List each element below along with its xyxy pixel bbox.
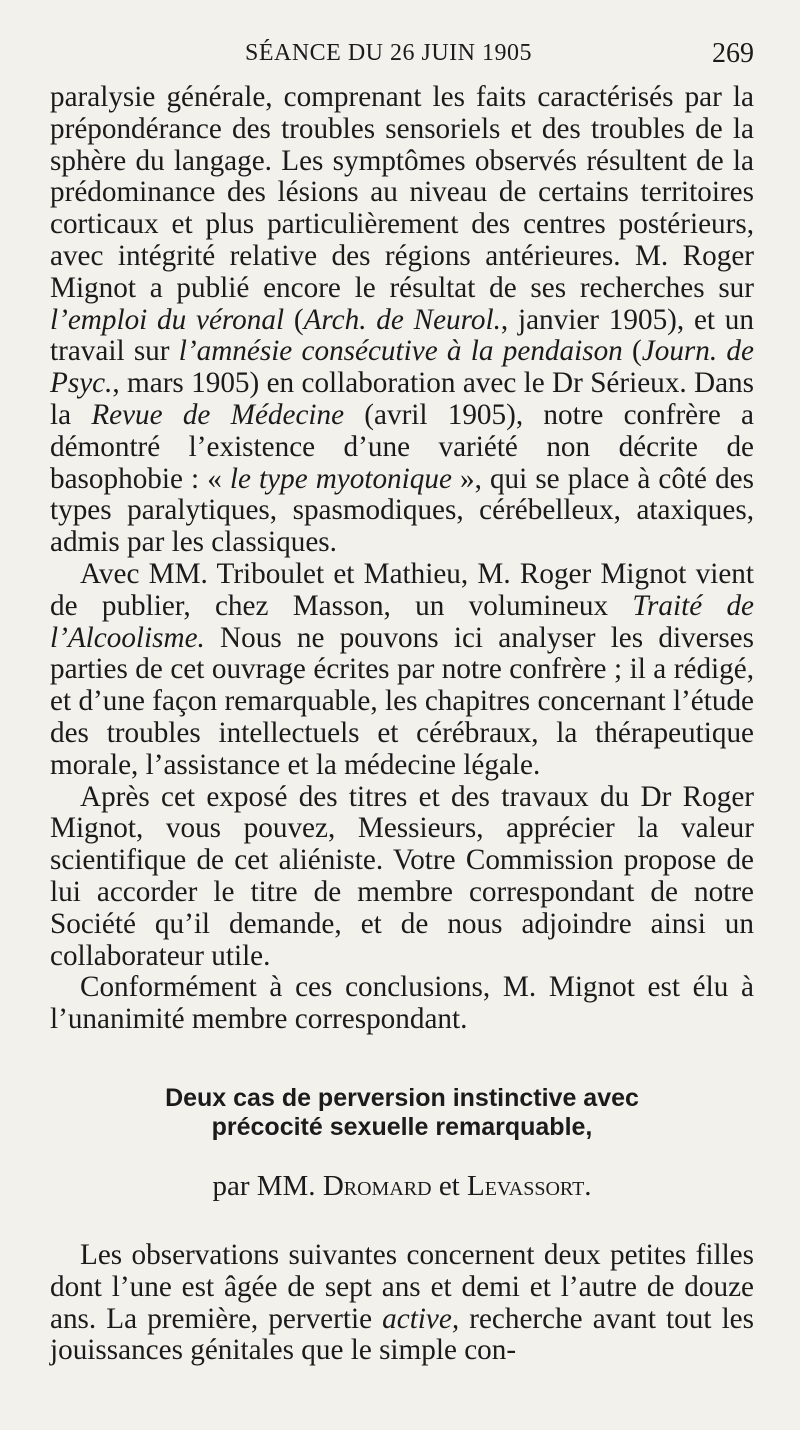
paragraph-1: [50, 82, 754, 559]
paragraph-1-italic-emploi-veronal: l’emploi du véronal: [50, 303, 285, 336]
paragraph-1-text-5: , mars 1905) en collaboration avec le Dr Sérieux. Dans la: [50, 367, 754, 431]
paragraph-2: [50, 559, 754, 782]
paragraph-1-italic-arch-neurol: Arch. de Neurol.: [303, 303, 501, 336]
paragraph-1-italic-type-myotonique: le type myotonique: [229, 462, 452, 495]
running-title: SÉANCE DU 26 JUIN 1905: [245, 40, 532, 66]
paragraph-2-italic-traite: Traité de l’Alcoolisme.: [50, 589, 755, 654]
paragraph-3: Après cet exposé des titres et des travaux du Dr Roger Mignot, vous pouvez, Messieurs, apprécier la valeur scientifique de cet aliéniste. Votre Commission propose de lui accorder le titre de membre correspondant de notre Société qu’il demande, et de nous adjoindre ainsi un collaborateur utile.: [50, 780, 754, 972]
paragraph-1-text-4: (: [622, 335, 642, 368]
authors-conjunction: et: [431, 1169, 467, 1202]
paragraph-1-italic-amnesie: l’amnésie consécutive à la pendaison: [178, 335, 623, 368]
author-dromard: Dromard: [322, 1169, 432, 1202]
section-spacer: [50, 1202, 754, 1240]
page-number: 269: [712, 38, 754, 69]
paragraph-1-italic-journ-psyc: Journ. de Psyc.: [50, 335, 754, 400]
paragraph-1-text-end: », qui se place à côté des types paralytiques, spasmodiques, cérébelleux, ataxiques, admis par les classiques.: [50, 462, 754, 559]
section-title-line-1: Deux cas de perversion instinctive avec: [165, 1083, 639, 1112]
paragraph-1-text-2: (: [284, 303, 304, 336]
paragraph-5-italic-active: active,: [382, 1302, 460, 1335]
author-levassort: Levassort.: [467, 1169, 592, 1202]
paragraph-1-text-3: , janvier 1905), et un travail sur: [50, 303, 754, 368]
paragraph-1-text: paralysie générale, comprenant les faits caractérisés par la prépondérance des troubles sensoriels et des troubles de la sphère du langage. Les symptômes observés résultent de la prédominance des lésions au niveau de certains territoires corticaux et plus particulièrement des centres postérieurs, avec intégrité relative des régions antérieures. M. Roger Mignot a publié encore le résultat de ses recherches sur: [50, 81, 754, 304]
paragraph-5: [50, 1240, 754, 1367]
authors-line: [50, 1170, 754, 1202]
paragraph-1-text-6: (avril 1905), notre confrère a démontré l’existence d’une variété non décrite de basophobie : «: [50, 398, 754, 495]
section-title-line-2: précocité sexuelle remarquable,: [211, 1112, 593, 1141]
running-head: [50, 30, 754, 82]
paragraph-5-text: Les observations suivantes concernent deux petites filles dont l’une est âgée de sept ans et demi et l’autre de douze ans. La première, pervertie: [50, 1238, 754, 1335]
paragraph-2-text: Avec MM. Triboulet et Mathieu, M. Roger Mignot vient de publier, chez Masson, un volumineux: [50, 557, 754, 622]
paragraph-5-text-end: recherche avant tout les jouissances génitales que le simple con-: [50, 1302, 754, 1367]
paragraph-2-text-end: Nous ne pouvons ici analyser les diverses parties de cet ouvrage écrites par notre confrère ; il a rédigé, et d’une façon remarquable, les chapitres concernant l’étude des troubles intellectuels et cérébraux, la thérapeutique morale, l’assistance et la médecine légale.: [50, 621, 754, 781]
authors-prefix: par MM.: [212, 1169, 323, 1202]
section-title: [50, 1084, 754, 1142]
paragraph-1-italic-revue-medecine: Revue de Médecine: [91, 398, 345, 431]
paragraph-4: Conformément à ces conclusions, M. Mignot est élu à l’unanimité membre correspondant.: [50, 971, 754, 1036]
